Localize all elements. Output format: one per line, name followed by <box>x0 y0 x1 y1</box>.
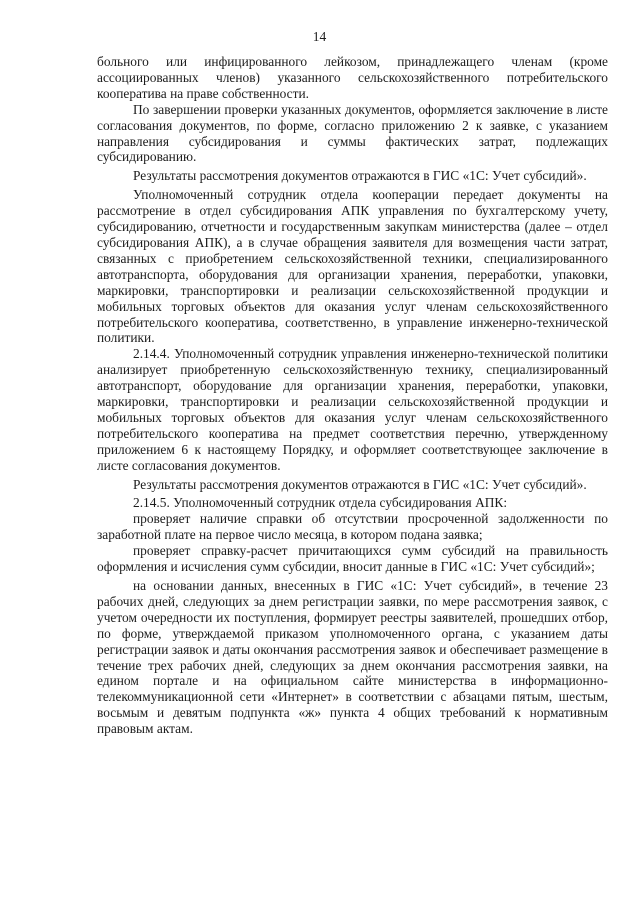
paragraph-2-14-5: 2.14.5. Уполномоченный сотрудник отдела субсидирования АПК: <box>133 495 508 511</box>
paragraph-continuation: больного или инфицированного лейкозом, принадлежащего членам (кроме ассоциированных членов) указанного сельскохозяйственного потребительского кооператива на праве собственности. <box>97 54 608 101</box>
document-body <box>97 54 608 737</box>
paragraph-check-calculation: проверяет справку-расчет причитающихся сумм субсидий на правильность оформления и исчисления сумм субсидии, вносит данные в ГИС «1С: Учет субсидий»; <box>97 543 608 575</box>
page-number: 14 <box>312 29 327 44</box>
paragraph-conclusion: По завершении проверки указанных документов, оформляется заключение в листе согласования документов, по форме, согласно приложению 2 к заявке, с указанием направления субсидирования и суммы фактических затрат, подлежащих субсидированию. <box>97 101 608 165</box>
paragraph-check-salary-certificate: проверяет наличие справки об отсутствии просроченной задолженности по заработной плате на первое число месяца, в котором подана заявка; <box>97 511 608 543</box>
paragraph-cooperation-department: Уполномоченный сотрудник отдела кооперации передает документы на рассмотрение в отдел субсидирования АПК управления по бухгалтерскому учету, субсидированию, отчетности и государственным закупкам министерства (далее – отдел субсидирования АПК), а в случае обращения заявителя для возмещения части затрат, связанных с приобретением сельскохозяйственной техники, специализированного автотранспорта, оборудования для организации хранения, переработки, упаковки, маркировки, транспортировки и реализации сельскохозяйственной продукции и мобильных торговых объектов для оказания услуг членам сельскохозяйственного потребительского кооператива, соответственно, в управление инженерно-технической политики. <box>97 187 608 346</box>
paragraph-registers: на основании данных, внесенных в ГИС «1С: Учет субсидий», в течение 23 рабочих дней, следующих за днем регистрации заявки, по мере рассмотрения заявок, с учетом очередности их поступления, формирует реестры заявителей, прошедших отбор, по форме, утверждаемой приказом уполномоченного органа, с указанием даты регистрации заявок и даты окончания рассмотрения заявок и обеспечивает размещение в течение трех рабочих дней, следующих за днем окончания рассмотрения заявки, на едином портале и на официальном сайте министерства в информационно-телекоммуникационной сети «Интернет» в соответствии с абзацами пятым, шестым, восьмым и девятым подпункта «ж» пункта 4 общих требований к нормативным правовым актам. <box>97 578 608 737</box>
paragraph-results: Результаты рассмотрения документов отражаются в ГИС «1С: Учет субсидий». <box>133 168 587 184</box>
paragraph-2-14-4: 2.14.4. Уполномоченный сотрудник управления инженерно-технической политики анализирует приобретенную сельскохозяйственную технику, специализированный автотранспорт, оборудование для организации хранения, переработки, упаковки, маркировки, транспортировки и реализации сельскохозяйственной продукции и мобильных торговых объектов для оказания услуг членам сельскохозяйственного потребительского кооператива на предмет соответствия перечню, утвержденному приложением 6 к настоящему Порядку, и оформляет соответствующее заключение в листе согласования документов. <box>97 346 608 473</box>
paragraph-results: Результаты рассмотрения документов отражаются в ГИС «1С: Учет субсидий». <box>133 476 587 492</box>
